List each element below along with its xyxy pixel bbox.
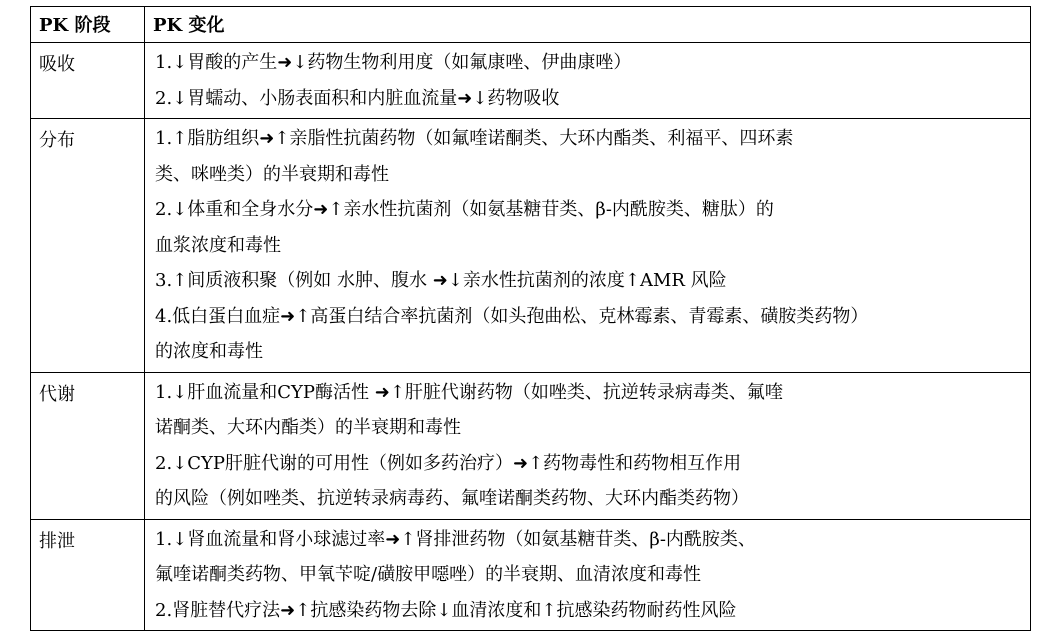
change-cell	[145, 43, 1031, 119]
change-line: 2.↓CYP肝脏代谢的可用性（例如多药治疗）➜↑药物毒性和药物相互作用	[155, 452, 742, 474]
change-line: 1.↓肾血流量和肾小球滤过率➜↑肾排泄药物（如氨基糖苷类、β-内酰胺类、	[155, 528, 756, 550]
table-row-excretion	[31, 519, 1031, 631]
change-line: 2.↓胃蠕动、小肠表面积和内脏血流量➜↓药物吸收	[155, 87, 560, 109]
stage-cell: 分布	[31, 119, 145, 373]
change-line: 2.肾脏替代疗法➜↑抗感染药物去除↓血清浓度和↑抗感染药物耐药性风险	[155, 599, 737, 621]
change-cell	[145, 372, 1031, 519]
table-row-distribution	[31, 119, 1031, 373]
change-line: 氟喹诺酮类药物、甲氧苄啶/磺胺甲噁唑）的半衰期、血清浓度和毒性	[155, 564, 702, 585]
change-cell	[145, 119, 1031, 373]
change-line: 诺酮类、大环内酯类）的半衰期和毒性	[155, 417, 461, 438]
change-cell	[145, 519, 1031, 631]
stage-cell: 排泄	[31, 519, 145, 631]
change-line: 类、咪唑类）的半衰期和毒性	[155, 163, 389, 185]
header-pk-change: PK 变化	[145, 7, 1031, 43]
change-line: 3.↑间质液积聚（例如 水肿、腹水 ➜↓亲水性抗菌剂的浓度↑AMR 风险	[155, 270, 727, 291]
change-line: 血浆浓度和毒性	[155, 234, 281, 256]
table-row-absorption	[31, 43, 1031, 119]
change-line: 1.↓肝血流量和CYP酶活性 ➜↑肝脏代谢药物（如唑类、抗逆转录病毒类、氟喹	[155, 381, 783, 403]
change-line: 1.↓胃酸的产生➜↓药物生物利用度（如氟康唑、伊曲康唑）	[155, 52, 632, 73]
change-line: 4.低白蛋白血症➜↑高蛋白结合率抗菌剂（如头孢曲松、克林霉素、青霉素、磺胺类药物）	[155, 305, 869, 327]
change-line: 的风险（例如唑类、抗逆转录病毒药、氟喹诺酮类药物、大环内酯类药物）	[155, 488, 749, 509]
change-line: 的浓度和毒性	[155, 341, 263, 362]
stage-cell: 吸收	[31, 43, 145, 119]
change-line: 2.↓体重和全身水分➜↑亲水性抗菌剂（如氨基糖苷类、β-内酰胺类、糖肽）的	[155, 199, 774, 220]
pk-table	[30, 6, 1031, 631]
stage-cell: 代谢	[31, 372, 145, 519]
change-line: 1.↑脂肪组织➜↑亲脂性抗菌药物（如氟喹诺酮类、大环内酯类、利福平、四环素	[155, 128, 794, 149]
header-pk-stage: PK 阶段	[31, 7, 145, 43]
table-row-metabolism	[31, 372, 1031, 519]
pk-table-container	[30, 6, 1030, 631]
table-header-row	[31, 7, 1031, 43]
